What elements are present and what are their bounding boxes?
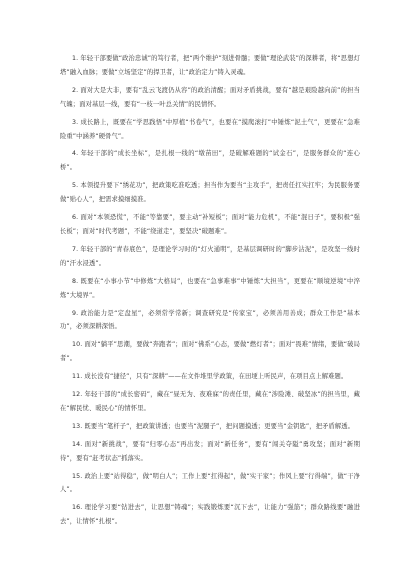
item-number: 12. [72, 391, 85, 399]
item-text: 既要在“小事小节”中修炼“大格局”，也要在“急事难事”中锤炼“大担当”，更要在“顺境逆境”中淬炼“大境界”。 [60, 277, 360, 299]
list-item [60, 438, 360, 466]
item-number: 3. [72, 118, 81, 126]
item-text: 本领提升要下“绣花功”，把政策吃准吃透；担当作为要当“主攻手”，把责任扛实扛牢；为民服务要做“贴心人”，把需求摸细摸准。 [60, 182, 360, 204]
item-number: 16. [72, 504, 85, 512]
item-text: 年轻干部要做“政治忠诚”的笃行者，把“两个维护”刻进骨髓；要做“理论武装”的深耕者，将“思想灯塔”融入血脉；要做“立场坚定”的捍卫者，让“政治定力”铸入灵魂。 [60, 55, 360, 76]
list-item [60, 211, 360, 239]
list-item [60, 501, 360, 529]
numbered-list [60, 52, 360, 533]
list-item [60, 275, 360, 303]
item-text: 政治能力是“定盘星”，必须常学常新；调查研究是“传家宝”，必须善用善成；群众工作是“基本功”，必须深耕深悟。 [60, 309, 361, 331]
item-text: 面对大是大非，要有“乱云飞渡仍从容”的政治清醒；面对矛盾挑战，要有“越是艰险越向前”的担当气魄；面对基层一线，要有“一枝一叶总关情”的民情怀。 [60, 86, 360, 108]
item-number: 2. [72, 86, 81, 94]
item-number: 1. [72, 55, 81, 62]
item-number: 8. [72, 277, 81, 285]
item-text: 政治上要“站得稳”，做“明白人”；工作上要“扛得起”，做“实干家”；作风上要“行得端”，做“干净人”。 [60, 472, 361, 494]
item-number: 14. [72, 440, 85, 448]
item-text: 年轻干部的“成长坐标”，是扎根一线的“墩苗田”，是破解难题的“试金石”，是服务群众的“连心桥”。 [60, 150, 360, 172]
list-item [60, 179, 360, 207]
list-item [60, 116, 360, 144]
item-text: 面对“本领恐慌”，不能“等靠要”，要主动“补短板”；面对“能力危机”，不能“混日子”，要积极“强长板”；面对“时代考题”，不能“绕道走”，要坚决“破题难”。 [60, 214, 360, 235]
item-number: 15. [72, 472, 85, 480]
item-number: 9. [72, 309, 81, 317]
item-text: 年轻干部的“成长密码”，藏在“昼无为、夜难寐”的责任里，藏在“涉险滩、破坚冰”的担当里，藏在“解民忧、暖民心”的情怀里。 [60, 391, 361, 412]
list-item [60, 370, 360, 384]
item-text: 面对“新挑战”，要有“归零心态”再出发；面对“新任务”，要有“闯关夺隘”勇攻坚；面对“新期待”，要有“赶考状态”抓落实。 [60, 440, 360, 462]
item-text: 既要当“笔杆子”，把政策讲透；也要当“泥腿子”，把问题摸透；更要当“金钥匙”，把矛盾解透。 [84, 422, 355, 430]
item-number: 6. [72, 214, 81, 222]
item-number: 13. [72, 422, 85, 430]
item-text: 成长没有“捷径”，只有“深耕”——在文件堆里学政策，在田埂上听民声，在项目点上解难题。 [84, 373, 348, 381]
item-number: 5. [72, 182, 81, 190]
item-text: 成长路上，既要在“学思践悟”中厚植“书卷气”，也要在“摸爬滚打”中锤炼“泥土气”，更要在“急难险重”中涵养“硬骨气”。 [60, 118, 361, 140]
item-text: 面对“躺平”思潮，要做“奔跑者”；面对“佛系”心态，要做“燃灯者”；面对“畏难”情绪，要做“破局者”。 [60, 341, 361, 363]
item-number: 11. [72, 373, 85, 381]
list-item [60, 84, 360, 112]
item-number: 10. [72, 341, 85, 349]
item-number: 7. [72, 245, 81, 253]
item-text: 理论学习要“钻进去”，让思想“铸魂”；实践锻炼要“沉下去”，让能力“强筋”；群众路线要“融进去”，让情怀“扎根”。 [60, 504, 360, 526]
item-number: 4. [72, 150, 81, 158]
list-item [60, 388, 360, 416]
list-item [60, 338, 360, 366]
list-item [60, 470, 360, 498]
list-item [60, 420, 360, 434]
list-item [60, 243, 360, 271]
list-item [60, 52, 360, 80]
list-item [60, 147, 360, 175]
list-item [60, 307, 360, 335]
item-text: 年轻干部的“青春底色”，是理论学习时的“灯火通明”，是基层调研时的“脚步沾泥”，是攻坚一线时的“汗水浸透”。 [60, 245, 360, 267]
